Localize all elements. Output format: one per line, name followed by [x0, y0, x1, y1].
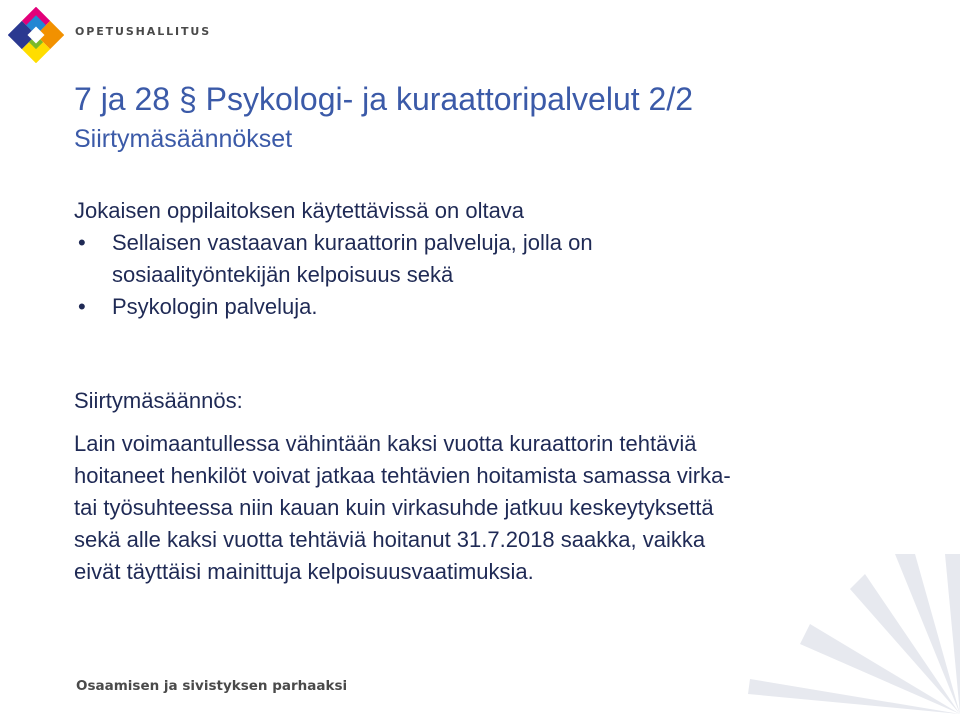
- opetushallitus-logo-icon: [8, 7, 64, 63]
- paragraph-line: eivät täyttäisi mainittuja kelpoisuusvaatimuksia.: [74, 559, 534, 584]
- slide-body: [74, 195, 904, 588]
- transition-provision-label: Siirtymäsäännös:: [74, 388, 243, 413]
- intro-text: Jokaisen oppilaitoksen käytettävissä on oltava: [74, 198, 525, 223]
- slide-subtitle: Siirtymäsäännökset: [74, 125, 293, 153]
- bullet-line: Sellaisen vastaavan kuraattorin palveluja, jolla on: [112, 230, 593, 255]
- decorative-rays-graphic: [690, 554, 960, 714]
- paragraph-line: hoitaneet henkilöt voivat jatkaa tehtävien hoitamista samassa virka-: [74, 463, 731, 488]
- slide-title: 7 ja 28 § Psykologi- ja kuraattoripalvelut 2/2: [74, 81, 694, 117]
- paragraph-line: Lain voimaantullessa vähintään kaksi vuotta kuraattorin tehtäviä: [74, 431, 697, 456]
- bullet-marker: •: [78, 230, 86, 255]
- bullet-line: Psykologin palveluja.: [112, 294, 318, 319]
- bullet-list: [74, 227, 904, 323]
- bullet-marker: •: [78, 294, 86, 319]
- paragraph-line: tai työsuhteessa niin kauan kuin virkasuhde jatkuu keskeytyksettä: [74, 495, 714, 520]
- bullet-item: [74, 227, 904, 291]
- footer-slogan: Osaamisen ja sivistyksen parhaaksi: [76, 678, 348, 694]
- paragraph-line: sekä alle kaksi vuotta tehtäviä hoitanut 31.7.2018 saakka, vaikka: [74, 527, 706, 552]
- bullet-line: sosiaalityöntekijän kelpoisuus sekä: [112, 262, 454, 287]
- bullet-item: [74, 291, 904, 323]
- logo-wordmark: OPETUSHALLITUS: [75, 25, 212, 38]
